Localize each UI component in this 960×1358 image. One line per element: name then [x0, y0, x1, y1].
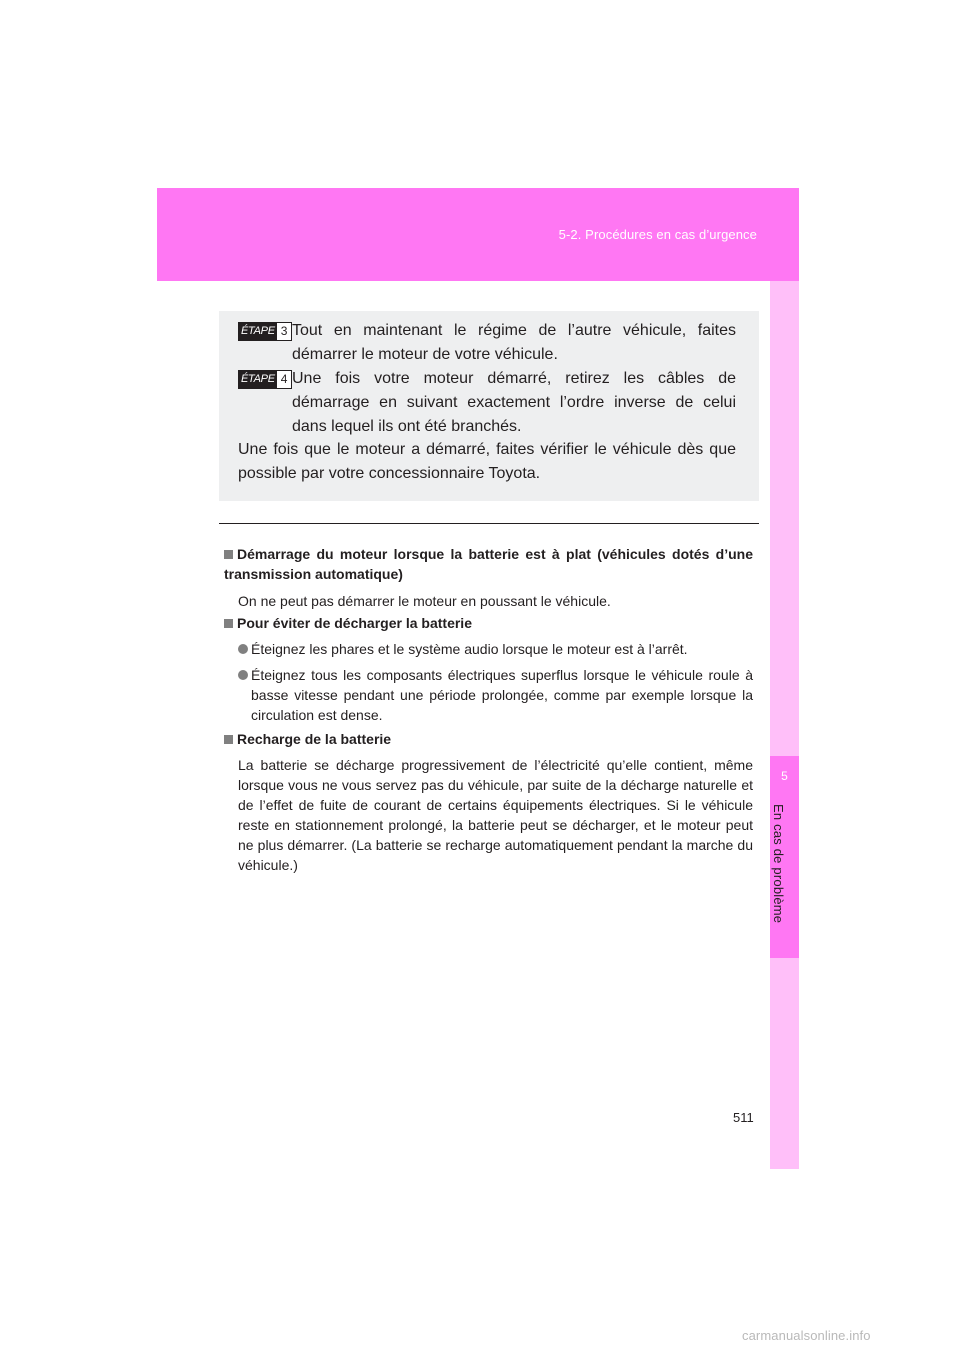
- step-badge-word: ÉTAPE: [239, 371, 277, 388]
- step-badge: [238, 322, 292, 341]
- step-text: Tout en maintenant le régime de l’autre véhicule, faites démarrer le moteur de votre véhicule.: [292, 322, 736, 363]
- square-bullet-icon: [224, 735, 233, 744]
- step-3: [238, 319, 736, 367]
- step-badge-number: 4: [277, 371, 292, 388]
- square-bullet-icon: [224, 619, 233, 628]
- step-badge: [238, 370, 292, 389]
- section-dead-battery: [224, 544, 753, 611]
- section-divider: [219, 523, 759, 524]
- steps-box: [219, 311, 759, 501]
- section-heading: Recharge de la batterie: [224, 729, 753, 749]
- section-title: 5-2. Procédures en cas d’urgence: [558, 227, 757, 242]
- step-badge-word: ÉTAPE: [239, 323, 277, 340]
- step-text: Une fois votre moteur démarré, retirez les câbles de démarrage en suivant exactement l’ordre inverse de celui dans lequel ils ont été branchés.: [292, 370, 736, 435]
- header-band: [157, 188, 799, 281]
- chapter-tab: [770, 756, 799, 958]
- section-avoid-discharge: [224, 613, 753, 725]
- section-text: La batterie se décharge progressivement de l’électricité qu’elle contient, même lorsque vous ne vous servez pas du véhicule, par suite de la décharge naturelle et de l’effet de fuite de courant de certains équipements électriques. Si le véhicule reste en stationnement prolongé, la batterie peut se décharger, et le moteur peut ne plus démarrer. (La batterie se recharge automatiquement pendant la marche du véhicule.): [238, 757, 753, 873]
- round-bullet-icon: [238, 670, 248, 680]
- dealer-check-note: Une fois que le moteur a démarré, faites vérifier le véhicule dès que possible par votre concessionnaire Toyota.: [238, 441, 736, 482]
- section-recharge: [224, 729, 753, 875]
- round-bullet-icon: [238, 644, 248, 654]
- step-badge-number: 3: [277, 323, 292, 340]
- chapter-number: 5: [781, 769, 788, 783]
- list-item: Éteignez les phares et le système audio lorsque le moteur est à l’arrêt.: [238, 639, 753, 659]
- list-item: Éteignez tous les composants électriques superflus lorsque le véhicule roule à basse vitesse pendant une période prolongée, comme par exemple lorsque la circulation est dense.: [238, 665, 753, 725]
- step-4: [238, 367, 736, 439]
- watermark: carmanualsonline.info: [742, 1328, 871, 1343]
- chapter-label: En cas de problème: [771, 804, 786, 924]
- square-bullet-icon: [224, 550, 233, 559]
- section-heading: Pour éviter de décharger la batterie: [224, 613, 753, 633]
- side-tab: [770, 281, 799, 1169]
- section-text: On ne peut pas démarrer le moteur en poussant le véhicule.: [238, 593, 611, 609]
- page-number: 511: [733, 1110, 754, 1125]
- section-heading: Démarrage du moteur lorsque la batterie est à plat (véhicules dotés d’une transmission automatique): [224, 546, 753, 582]
